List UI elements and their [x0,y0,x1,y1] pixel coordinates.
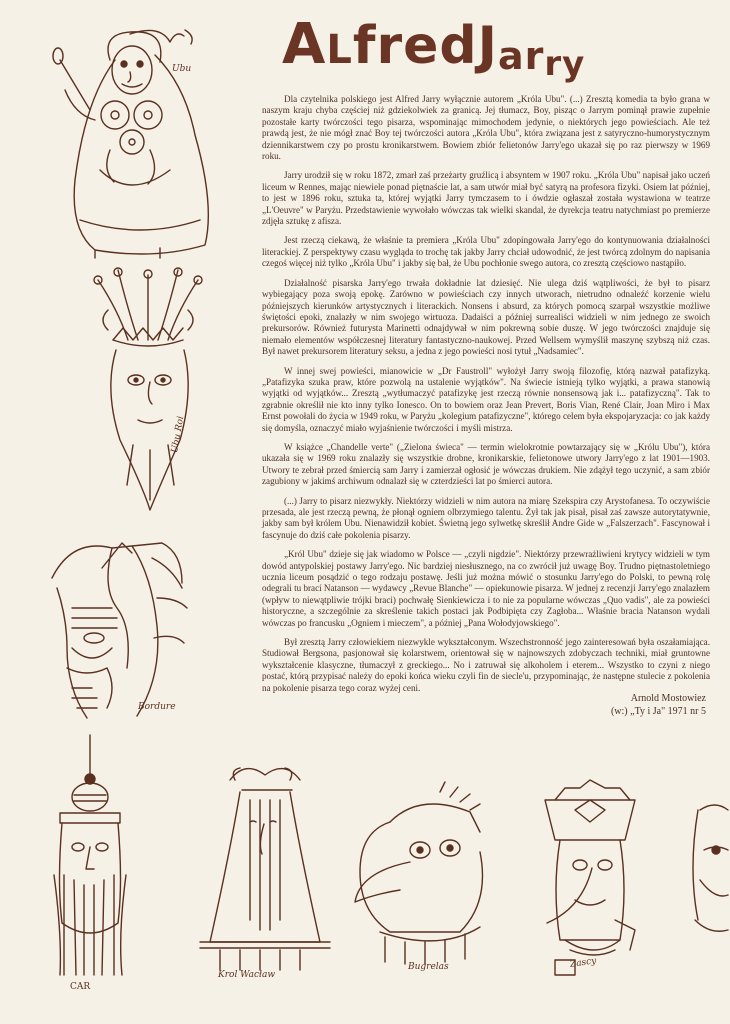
title-letter: A [282,12,327,77]
paragraph: Jest rzeczą ciekawą, że właśnie ta premiera „Króla Ubu" zdopingowała Jarry'ego do kontynuowania działalności literackiej. Z perspektywy czasu wygląda to trochę tak jakby Jarry chciał udowodnić, że jest twórcą zdolnym do napisania czegoś więcej niż tylko „Króla Ubu" i jakby się bał, że Ubu pochłonie swego autora, co zresztą częściowo nastąpiło. [262,235,710,269]
zascy-drawing [535,780,645,980]
bugrelas-drawing [350,782,500,967]
illustration-label: Ubu Roi [170,415,187,454]
paragraph: (...) Jarry to pisarz niezwykły. Niektórzy widzieli w nim autora na miarę Szekspira czy Arystofanesa. To oczywiście przesada, ale jest rzeczą pewną, że płonął ogniem olbrzymiego talentu. Żył tak jak pisał, pisał zaś zawsze autorytatywnie, jakby sam był królem Ubu. Nienawidził kobiet. Świetną jego sylwetkę skreślił Andre Gide w „Falszerzach". Fascynował i fascynuje do dziś całe pokolenia pisarzy. [262,495,710,540]
author-name: Arnold Mostowiez [630,693,706,704]
article-signature [611,692,706,718]
page-title [282,12,722,82]
illustration-label: Bugrelas [408,962,449,972]
illustration-label: Bordure [138,702,176,712]
ubu-king-drawing [78,270,218,530]
illustration-label: Krol Wacław [218,970,276,980]
paragraph: W innej swej powieści, mianowicie w „Dr Faustroll" wyłożył Jarry swoją filozofię, którą nazwał patafizyką. „Patafizyka szuka praw, które pozwolą na ustalenie wyjątków". Na świecie istnieją tylko wyjątki, a prawa stanowią wyjątki od wyjątków... Zresztą „wytłumaczyć patafizykę jest rzeczą równie nonsensową jak i... patafizyczną". Tak to zgrabnie określił nie kto inny tylko Ionesco. On to bowiem oraz Jean Prevert, Boris Vian, René Clair, Joan Miro i Max Ernst powołali do życia w 1949 roku, w Paryżu „kolegium patafizyczne", którego celem była ekspojaryzacja: co jak każdy się domyśla, oznaczyć miało wyjaśnienie twórczości i myśli mistrza. [262,365,710,433]
title-letter: ar [497,34,545,78]
paragraph: Dla czytelnika polskiego jest Alfred Jarry wyłącznie autorem „Króla Ubu". (...) Zresztą komedia ta było grana w naszym kraju chyba częściej niż gdziekolwiek za granicą. Jej tłumacz, Boy, pisząc o Jarrym pominął prawie zupełnie pozostałe karty twórczości tego pisarza, wspominając mimochodem jedynie, o niektórych jego powieściach. Ale też prawdą jest, że nie mógł znać Boy tej twórczości autora „Króla Ubu", która związana jest z satyryczno-humorystycznym dziennikarstwem czy po prostu kronikarstwem. Bowiem zbiór felietonów Jarry'ego ukazał się po raz pierwszy w 1969 roku. [262,94,710,162]
article-source: (w:) „Ty i Ja" 1971 nr 5 [610,706,706,717]
article-body [262,94,710,702]
illustration-label: Ubu [172,64,192,74]
ubu-mother-drawing [40,20,230,260]
illustration-label: CAR [70,982,91,992]
paragraph: W książce „Chandelle verte" („Zielona świeca" — termin wielokrotnie powtarzający się w „Królu Ubu"), która ukazała się w 1969 roku znalazły się wszystkie drobne, kronikarskie, felietonowe utwory Jarry'ego z lat 1901—1903. Utwory te zebrał przed śmiercią sam Jarry i zamierzał ogłosić je wówczas drukiem. Nie zdążył tego uczynić, a sam zbiór zagubiony w jakimś archiwum odnalazł się w czterdzieści lat po śmierci autora. [262,441,710,487]
partial-figure-drawing [680,790,728,990]
paragraph: Działalność pisarska Jarry'ego trwała dokładnie lat dziesięć. Nie ulega dziś wątpliwości, że był to pisarz wybiegający poza swoją epokę. Zarówno w powieściach czy innych utworach, nietrudno odnaleźć korzenie wielu późniejszych kierunków artystycznych i literackich. Nonsens i absurd, za których pomocą szarpał wszystkie możliwe świętości epoki, znalazły w nim swojego wirtuoza. Dadaiści a później surrealiści widzieli w nim jednego ze swoich prekursorów. Również futurysta Marinetti odnajdywał w nim pokrewną sobie duszę. W jego twórczości znajduje się niemało elementów współczesnej literatury fantastyczno-naukowej. Przed Wellsem wymyślił maszynę szybszą niż czas. Był nawet prekursorem literatury seksu, a jedna z jego powieści nosi tytuł „Nadsamiec". [262,277,710,357]
paragraph: Jarry urodził się w roku 1872, zmarł zaś przeżarty gruźlicą i absyntem w 1907 roku. „Króla Ubu" napisał jako uczeń liceum w Rennes, mając niewiele ponad piętnaście lat, a sam utwór miał być satyrą na profesora fizyki. Osiem lat później, to jest w 1896 roku, sztuka ta, której wyjątki Jarry tymczasem to i ówdzie ogłaszał została wystawiona w teatrze „L'Oeuvre" w Paryżu. Przedstawienie wywołało wówczas tak wielki skandal, że dyrekcja teatru natychmiast po premierze zdjęła sztukę z afisza. [262,170,710,227]
title-letter: L [326,27,353,73]
illustration-label: Zascy [569,956,597,970]
king-waclaw-drawing [180,760,350,980]
car-drawing [40,735,140,985]
paragraph: Był zresztą Jarry człowiekiem niezwykle wykształconym. Wszechstronność jego zainteresowań była oszałamiająca. Studiował Bergsona, pasjonował się kolarstwem, orientował się w najnowszych zdobyczach techniki, miał gruntowne wykształcenie klasyczne, tłumaczył z greckiego... No i zatruwał się alkoholem i eterem... Wszystko to czyni z niego postać, którą przypisać należy do epoki końca wieku czyli fin de siecle'u, przypominając, że następne stulecie z pokolenia na pokolenie pisarza tego coraz wyżej ceni. [262,637,710,693]
paragraph: „Król Ubu" dzieje się jak wiadomo w Polsce — „czyli nigdzie". Niektórzy przewrażliwieni krytycy widzieli w tym dowód antypolskiej postawy Jarry'ego. Nic bardziej niesłusznego, na co zwrócił już uwagę Boy. Trudno piętnastoletniego ucznia liceum posądzić o tego rodzaju postawę. Jeśli już można mówić o stosunku Jarry'ego do Polski, to pewną rolę odegrali tu brací Natanson — wydawcy „Revue Blanche" — opiekunowie pisarza. W jednej z recenzji Jarry'ego znalazłem (wpływ to niewątpliwie trójki braci) pochwałę Sienkiewicza i to nie za popularne wówczas „Quo vadis", ale za powieści historyczne, a szczególnie za skreślenie takich postaci jak Podbipięta czy Zagłoba... Właśnie bracia Natanson wydali wówczas po francusku „Ogniem i mieczem", a później „Pana Wołodyjowskiego". [262,549,710,628]
title-letter: fred [352,16,478,76]
title-letter: J [477,16,498,76]
title-letter: ry [544,44,586,84]
